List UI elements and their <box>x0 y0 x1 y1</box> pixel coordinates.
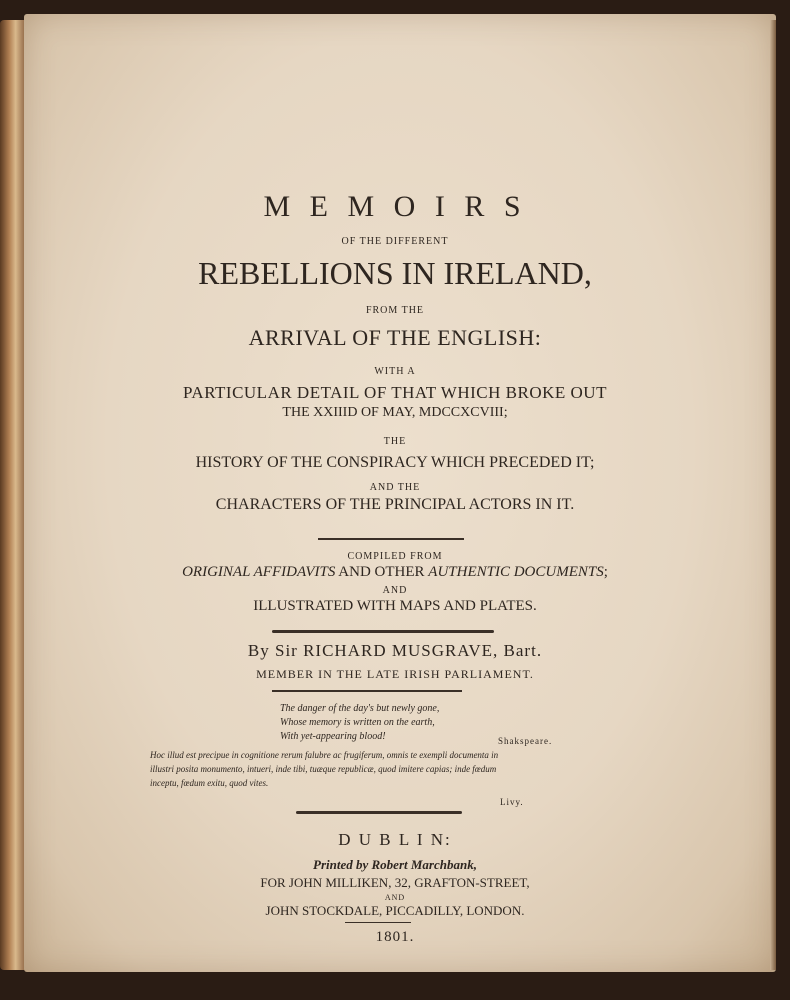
sources-line <box>0 564 790 581</box>
epigraph-livy <box>150 748 690 790</box>
epigraph-2-line-2: illustri posita monumento, intueri, inde tibi, tuæque republicæ, quod imitere capias; inde fœdum <box>150 764 497 774</box>
line-and: AND <box>382 585 408 596</box>
sources-semicolon: ; <box>603 564 608 580</box>
title: M E M O I R S <box>263 190 527 223</box>
book-spine <box>0 20 26 970</box>
epigraph-1-line-1: The danger of the day's but newly gone, <box>280 703 440 714</box>
sources-authentic-documents: AUTHENTIC DOCUMENTS <box>428 564 604 580</box>
publication-year: 1801. <box>375 929 415 945</box>
sources-original-affidavits: ORIGINAL AFFIDAVITS <box>182 564 336 580</box>
line-the: THE <box>383 436 407 447</box>
epigraph-shakespeare <box>280 702 439 744</box>
history-line: HISTORY OF THE CONSPIRACY WHICH PRECEDED IT; <box>195 454 595 471</box>
divider-rule-3 <box>272 690 462 692</box>
compiled-from: COMPILED FROM <box>347 551 443 562</box>
line-with-a: WITH A <box>374 366 416 377</box>
imprint-city: D U B L I N: <box>338 830 452 849</box>
subtitle: REBELLIONS IN IRELAND, <box>198 255 592 291</box>
title-page <box>24 14 776 972</box>
page-edge <box>770 20 776 970</box>
divider-rule-4 <box>296 811 462 814</box>
line-and-2: AND <box>384 893 406 902</box>
arrival-line: ARRIVAL OF THE ENGLISH: <box>248 325 542 350</box>
divider-rule-5 <box>345 922 411 923</box>
author-line: By Sir RICHARD MUSGRAVE, Bart. <box>247 641 543 660</box>
detail-line-1: PARTICULAR DETAIL OF THAT WHICH BROKE OUT <box>183 383 607 402</box>
divider-rule-1 <box>318 538 464 540</box>
line-from-the: FROM THE <box>365 305 425 316</box>
epigraph-2-line-3: inceptu, fœdum exitu, quod vites. <box>150 778 269 788</box>
characters-line: CHARACTERS OF THE PRINCIPAL ACTORS IN IT. <box>215 496 575 513</box>
line-of-the-different: OF THE DIFFERENT <box>341 236 449 247</box>
epigraph-2-line-1: Hoc illud est precipue in cognitione rerum falubre ac frugiferum, omnis te exempli documenta in <box>150 750 499 760</box>
epigraph-1-attribution: Shakspeare. <box>498 736 553 746</box>
publisher-2: JOHN STOCKDALE, PICCADILLY, LONDON. <box>265 903 525 918</box>
detail-line-2: THE XXIIID OF MAY, MDCCXCVIII; <box>282 405 508 420</box>
epigraph-1-line-3: With yet-appearing blood! <box>280 731 386 742</box>
printed-by: Printed by Robert Marchbank, <box>313 857 477 872</box>
sources-and-other: AND OTHER <box>335 564 429 580</box>
epigraph-1-line-2: Whose memory is written on the earth, <box>280 717 435 728</box>
publisher-1: FOR JOHN MILLIKEN, 32, GRAFTON-STREET, <box>260 875 530 890</box>
divider-rule-2 <box>272 630 494 633</box>
author-role: MEMBER IN THE LATE IRISH PARLIAMENT. <box>256 667 534 681</box>
epigraph-2-attribution: Livy. <box>500 797 524 807</box>
illustrated-line: ILLUSTRATED WITH MAPS AND PLATES. <box>253 598 537 614</box>
line-and-the: AND THE <box>369 482 421 493</box>
